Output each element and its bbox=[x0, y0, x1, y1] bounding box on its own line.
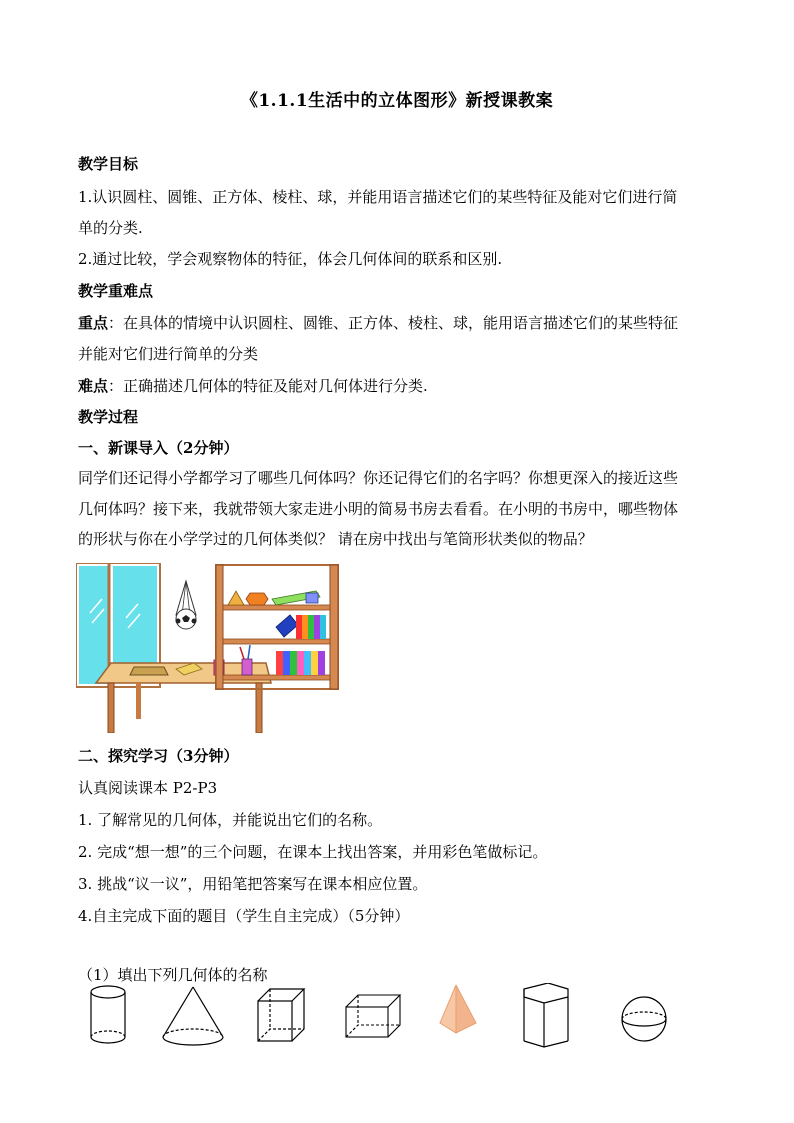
cone-object bbox=[228, 591, 244, 605]
pen-holder-icon bbox=[242, 659, 252, 675]
cuboid-icon bbox=[346, 995, 400, 1037]
cylinder-icon bbox=[91, 986, 125, 1043]
pyramid-icon bbox=[440, 985, 476, 1033]
hexagonal-prism-icon bbox=[524, 983, 568, 1047]
cube-icon bbox=[258, 989, 304, 1041]
solid-figures-row bbox=[78, 983, 698, 1053]
section-1-line-1: 同学们还记得小学都学习了哪些几何体吗？你还记得它们的名字吗？你想更深入的接近这些 bbox=[78, 469, 679, 487]
question-1: （1）填出下列几何体的名称 bbox=[78, 966, 268, 984]
key-point-text: ：在具体的情境中认识圆柱、圆锥、正方体、棱柱、球，能用语言描述它们的某些特征 bbox=[108, 314, 679, 332]
section-2-item-2: 2. 完成“想一想”的三个问题，在课本上找出答案，并用彩色笔做标记。 bbox=[78, 843, 548, 861]
window-pane-right bbox=[113, 566, 157, 666]
cone-icon bbox=[163, 987, 223, 1045]
objective-1-line-1: 1.认识圆柱、圆锥、正方体、棱柱、球，并能用语言描述它们的某些特征及能对它们进行简 bbox=[78, 188, 678, 206]
difficulty-text: ：正确描述几何体的特征及能对几何体进行分类. bbox=[108, 377, 428, 395]
difficulty-line bbox=[78, 376, 728, 396]
cube-object bbox=[306, 593, 318, 603]
section-1-line-3: 的形状与你在小学学过的几何体类似？ 请在房中找出与笔筒形状类似的物品？ bbox=[78, 530, 593, 548]
difficulty-label: 难点 bbox=[78, 377, 109, 395]
objective-2: 2.通过比较，学会观察物体的特征，体会几何体间的联系和区别. bbox=[78, 250, 503, 268]
section-2-item-1: 1. 了解常见的几何体，并能说出它们的名称。 bbox=[78, 811, 383, 829]
process-heading: 教学过程 bbox=[78, 408, 139, 426]
section-2-heading: 二、探究学习（3分钟） bbox=[78, 747, 239, 765]
objectives-heading: 教学目标 bbox=[78, 155, 139, 173]
sphere-icon bbox=[622, 997, 666, 1041]
keypoints-heading: 教学重难点 bbox=[78, 282, 154, 300]
window-pane-left bbox=[79, 566, 109, 684]
key-point-line-1 bbox=[78, 313, 728, 333]
prism-object bbox=[246, 593, 268, 605]
key-point-line-2: 并能对它们进行简单的分类 bbox=[78, 345, 259, 363]
key-point-label: 重点 bbox=[78, 314, 109, 332]
book-on-table bbox=[130, 667, 168, 675]
study-room-illustration bbox=[76, 563, 340, 733]
section-2-item-4: 4.自主完成下面的题目（学生自主完成）（5分钟） bbox=[78, 907, 410, 925]
section-2-intro: 认真阅读课本 P2-P3 bbox=[78, 779, 218, 797]
objective-1-line-2: 单的分类. bbox=[78, 219, 143, 237]
page-title: 《1.1.1生活中的立体图形》新授课教案 bbox=[240, 91, 554, 111]
section-1-heading: 一、新课导入（2分钟） bbox=[78, 439, 239, 457]
section-1-line-2: 几何体吗？接下来，我就带领大家走进小明的简易书房去看看。在小明的书房中，哪些物体 bbox=[78, 500, 679, 518]
section-2-item-3: 3. 挑战“议一议”，用铅笔把答案写在课本相应位置。 bbox=[78, 875, 428, 893]
